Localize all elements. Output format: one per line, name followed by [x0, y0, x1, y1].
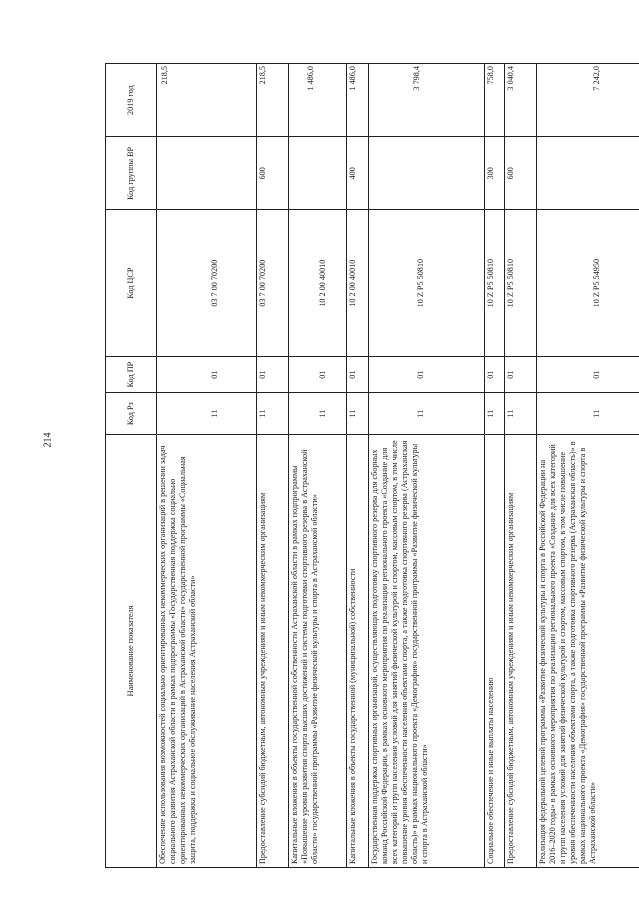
row-vr: [289, 137, 347, 210]
row-value: 758,0: [485, 64, 505, 137]
table-row: [485, 64, 505, 868]
row-vr: 600: [505, 137, 537, 210]
row-pr: 01: [505, 356, 537, 393]
row-vr: 300: [485, 137, 505, 210]
table-row: [257, 64, 289, 868]
row-name: Капитальные вложения в объекты государственной собственности Астраханской области в рамках подпрограммы «Повышение уровня развития спорта высших достижений и системы подготовки спортивного резерва в Астраханской области» государственной программы «Развитие физической культуры и спорта в Астраханской области»: [289, 434, 347, 867]
row-rz: 11: [485, 393, 505, 434]
row-pr: 01: [347, 356, 369, 393]
page-number: 214: [42, 432, 54, 448]
header-csr: Код ЦСР: [106, 210, 157, 356]
row-pr: 01: [157, 356, 257, 393]
row-vr: 600: [257, 137, 289, 210]
row-value: 1 486,0: [289, 64, 347, 137]
row-csr: 10 Z P5 50810: [505, 210, 537, 356]
row-name: Предоставление субсидий бюджетным, автономным учреждениям и иным некоммерческим организациям: [505, 434, 537, 867]
row-rz: 11: [537, 393, 639, 434]
table-row: [369, 64, 485, 868]
row-csr: 10 Z P5 50810: [485, 210, 505, 356]
row-vr: [157, 137, 257, 210]
row-csr: 03 7 00 70200: [157, 210, 257, 356]
row-value: 218,5: [257, 64, 289, 137]
row-pr: 01: [289, 356, 347, 393]
row-vr: [369, 137, 485, 210]
row-rz: 11: [369, 393, 485, 434]
header-rz: Код Рз: [106, 393, 157, 434]
budget-table: [105, 63, 639, 868]
row-value: 7 242,0: [537, 64, 639, 137]
table-header-row: [106, 64, 157, 868]
table-row: [289, 64, 347, 868]
row-rz: 11: [257, 393, 289, 434]
row-rz: 11: [289, 393, 347, 434]
row-csr: 10 Z P5 54950: [537, 210, 639, 356]
row-name: Реализация федеральной целевой программы «Развитие физической культуры и спорта в Российской Федерации на 2016–2020 годы» в рамках основного мероприятия по реализации регионального проекта «Создание для всех категорий и групп населения условий для занятий физической культурой и спортом, массовым спортом, в том числе повышение уровня обеспеченности населения объектами спорта, а также подготовка спортивного резерва (Астраханская область)» в рамках национального проекта «Демография» государственной программы «Развитие физической культуры и спорта в Астраханской области»: [537, 434, 639, 867]
header-name: Наименование показателя: [106, 434, 157, 867]
row-value: 3 040,4: [505, 64, 537, 137]
row-csr: 03 7 00 70200: [257, 210, 289, 356]
row-pr: 01: [485, 356, 505, 393]
row-vr: [537, 137, 639, 210]
row-rz: 11: [505, 393, 537, 434]
table-row: [537, 64, 639, 868]
row-name: Обеспечение использования возможностей социально ориентированных некоммерческих организаций в решении задач социального развития Астраханской области в рамках подпрограммы «Государственная поддержка социально ориентированных некоммерческих организаций в Астраханской области» государственной программы «Социальная защита, поддержка и социальное обслуживание населения Астраханской области»: [157, 434, 257, 867]
row-rz: 11: [347, 393, 369, 434]
row-vr: 400: [347, 137, 369, 210]
header-pr: Код ПР: [106, 356, 157, 393]
row-csr: 10 2 00 40010: [347, 210, 369, 356]
row-name: Социальное обеспечение и иные выплаты населению: [485, 434, 505, 867]
row-name: Предоставление субсидий бюджетным, автономным учреждениям и иным некоммерческим организациям: [257, 434, 289, 867]
row-rz: 11: [157, 393, 257, 434]
row-csr: 10 Z P5 50810: [369, 210, 485, 356]
table-row: [347, 64, 369, 868]
row-pr: 01: [537, 356, 639, 393]
row-pr: 01: [369, 356, 485, 393]
table-row: [157, 64, 257, 868]
budget-table-container: [105, 63, 630, 868]
row-pr: 01: [257, 356, 289, 393]
header-vr: Код группы ВР: [106, 137, 157, 210]
row-value: 1 486,0: [347, 64, 369, 137]
row-name: Государственная поддержка спортивных организаций, осуществляющих подготовку спортивного резерва для сборных команд Российской Федерации, в рамках основного мероприятия по реализации регионального проекта «Создание для всех категорий и групп населения условий для занятий физической культурой и спортом, массовым спортом, в том числе повышение уровня обеспеченности населения объектами спорта, а также подготовка спортивного резерва (Астраханская область)» в рамках национального проекта «Демография» государственной программы «Развитие физической культуры и спорта в Астраханской области»: [369, 434, 485, 867]
row-csr: 10 2 00 40010: [289, 210, 347, 356]
header-year: 2019 год: [106, 64, 157, 137]
row-value: 3 798,4: [369, 64, 485, 137]
row-value: 218,5: [157, 64, 257, 137]
table-row: [505, 64, 537, 868]
row-name: Капитальные вложения в объекты государственной (муниципальной) собственности: [347, 434, 369, 867]
